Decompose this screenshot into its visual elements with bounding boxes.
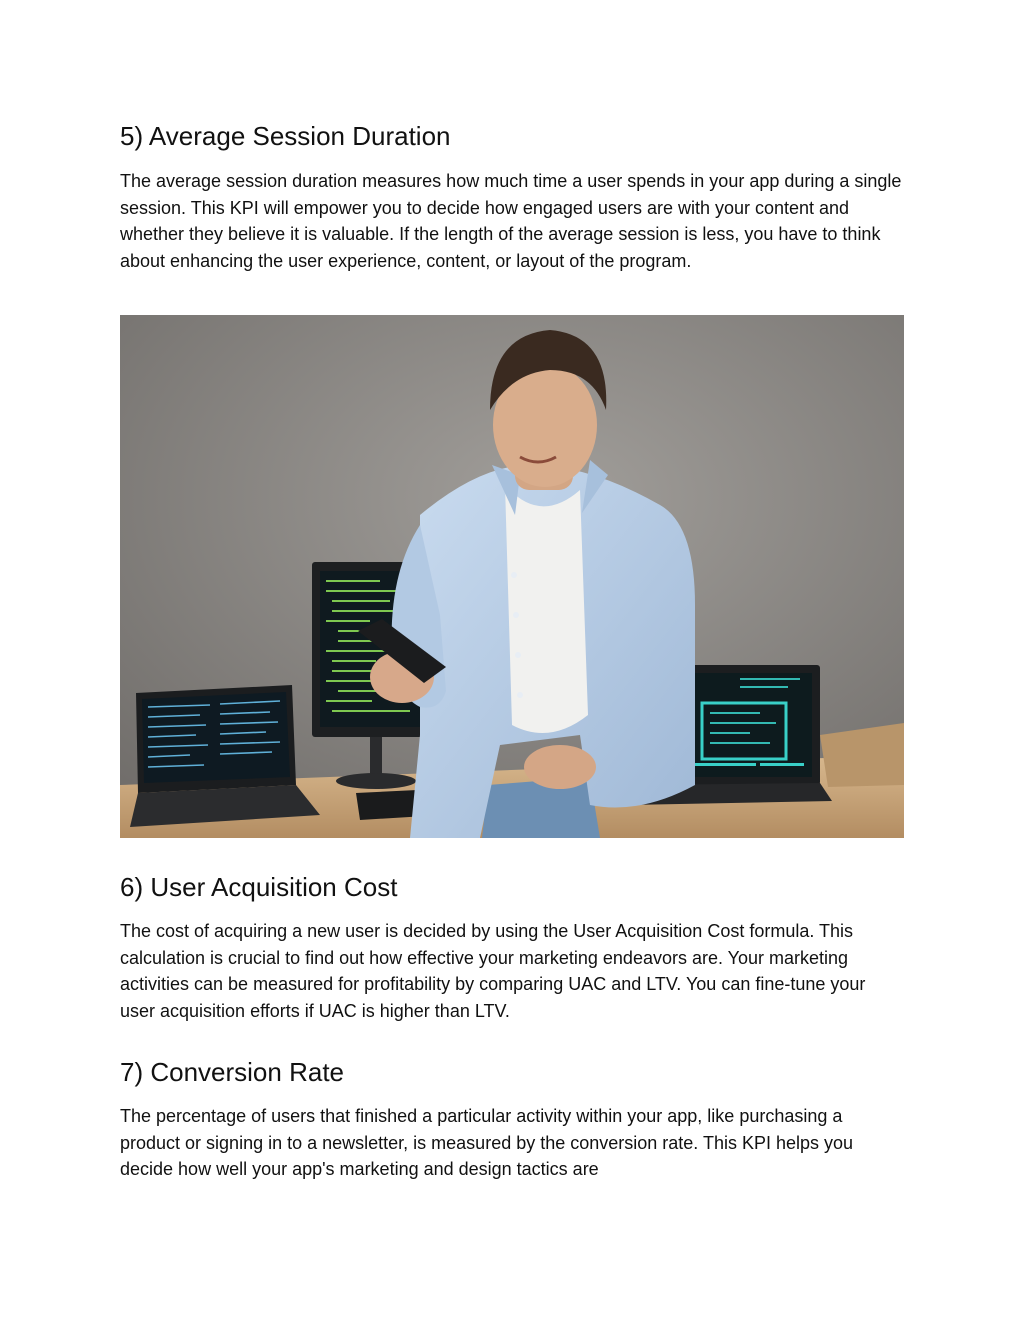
section-heading-conversion-rate: 7) Conversion Rate	[120, 1057, 344, 1087]
laptop-left	[130, 685, 320, 827]
photo-man-with-phone	[120, 315, 904, 838]
section-body-average-session-duration: The average session duration measures how much time a user spends in your app during a single session. This KPI will empower you to decide how engaged users are with your content and whether they believe it is valuable. If the length of the average session is less, you have to think about enhancing the user experience, content, or layout of the program.	[120, 171, 902, 271]
section-body-conversion-rate: The percentage of users that finished a particular activity within your app, like purchasing a product or signing in to a newsletter, is measured by the conversion rate. This KPI helps you decide how well your app's marketing and design tactics are	[120, 1106, 854, 1179]
section-heading-user-acquisition-cost: 6) User Acquisition Cost	[120, 872, 398, 902]
section-heading-average-session-duration: 5) Average Session Duration	[120, 121, 451, 151]
section-body-user-acquisition-cost: The cost of acquiring a new user is decided by using the User Acquisition Cost formula. This calculation is crucial to find out how effective your marketing endeavors are. Your marketing activities can be measured for profitability by comparing UAC and LTV. You can fine-tune your user acquisition efforts if UAC is higher than LTV.	[120, 921, 866, 1021]
